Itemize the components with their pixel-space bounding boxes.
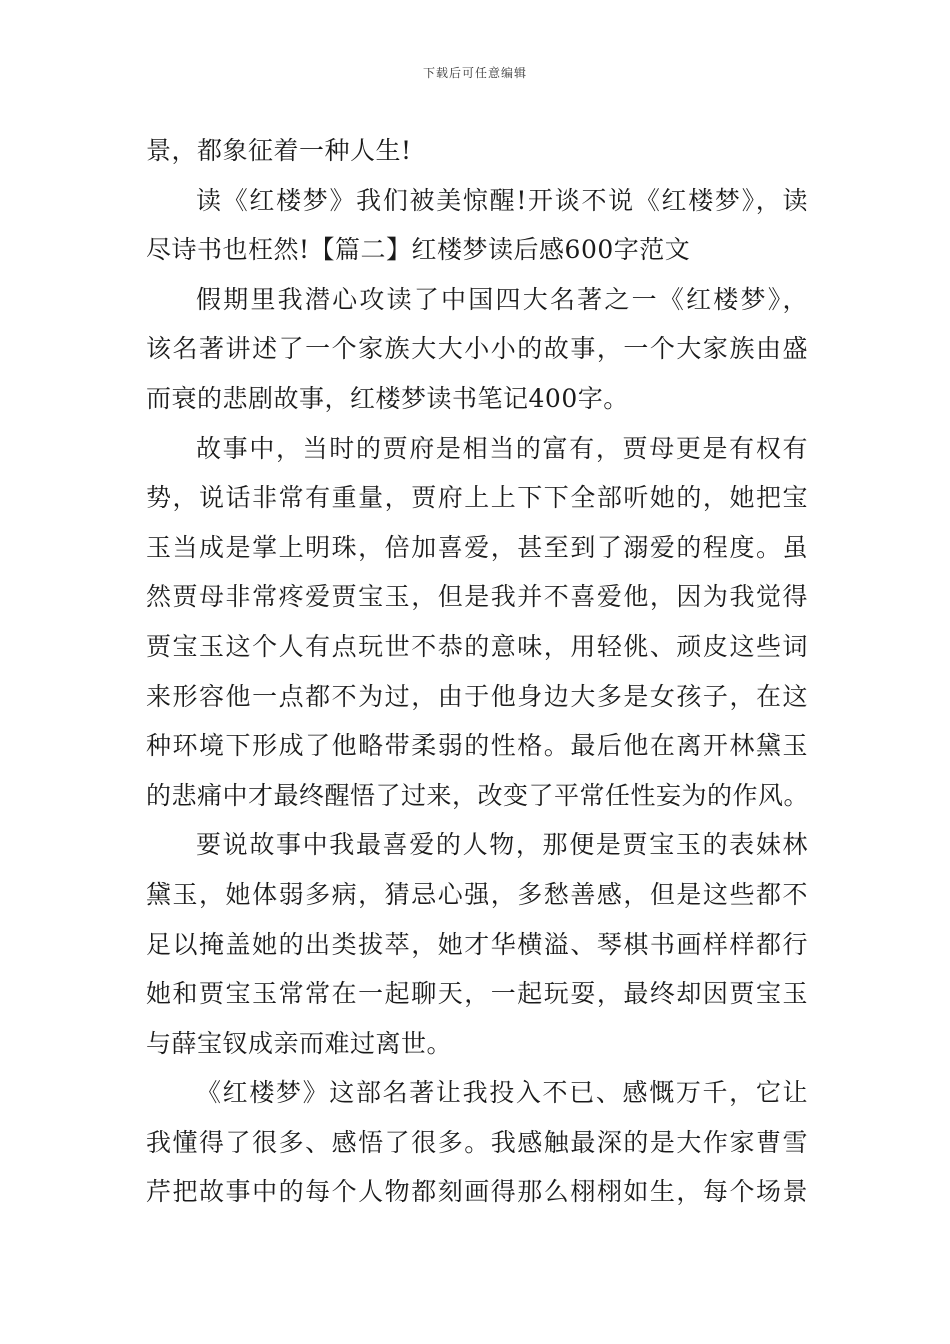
text-line: 尽诗书也枉然!【篇二】红楼梦读后感600字范文 [146, 235, 691, 265]
text-line: 来形容他一点都不为过，由于他身边大多是女孩子，在这 [146, 681, 808, 711]
text-line: 黛玉，她体弱多病，猜忌心强，多愁善感，但是这些都不 [146, 879, 808, 909]
text-line: 《红楼梦》这部名著让我投入不已、感慨万千，它让 [196, 1078, 808, 1108]
text-line: 而衰的悲剧故事，红楼梦读书笔记400字。 [146, 383, 629, 413]
text-line: 读《红楼梦》我们被美惊醒!开谈不说《红楼梦》，读 [196, 185, 808, 215]
text-line: 然贾母非常疼爱贾宝玉，但是我并不喜爱他，因为我觉得 [146, 582, 808, 612]
text-line: 故事中，当时的贾府是相当的富有，贾母更是有权有 [196, 433, 808, 463]
page-header: 下载后可任意编辑 [422, 66, 527, 80]
text-line: 玉当成是掌上明珠，倍加喜爱，甚至到了溺爱的程度。虽 [146, 532, 808, 562]
text-line: 芹把故事中的每个人物都刻画得那么栩栩如生，每个场景 [146, 1177, 808, 1207]
text-line: 假期里我潜心攻读了中国四大名著之一《红楼梦》， [196, 284, 808, 314]
text-line: 贾宝玉这个人有点玩世不恭的意味，用轻佻、顽皮这些词 [146, 631, 808, 661]
text-line: 与薛宝钗成亲而难过离世。 [146, 1028, 453, 1058]
text-line: 我懂得了很多、感悟了很多。我感触最深的是大作家曹雪 [146, 1127, 808, 1157]
text-line: 足以掩盖她的出类拔萃，她才华横溢、琴棋书画样样都行 [146, 929, 808, 959]
text-line: 该名著讲述了一个家族大大小小的故事，一个大家族由盛 [146, 334, 808, 364]
text-line: 景，都象征着一种人生! [146, 136, 412, 165]
text-line: 种环境下形成了他略带柔弱的性格。最后他在离开林黛玉 [146, 731, 808, 761]
text-line: 势，说话非常有重量，贾府上上下下全部听她的，她把宝 [146, 483, 808, 513]
document-body [146, 126, 808, 1217]
text-line: 要说故事中我最喜爱的人物，那便是贾宝玉的表妹林 [196, 830, 808, 860]
text-line: 她和贾宝玉常常在一起聊天，一起玩耍，最终却因贾宝玉 [146, 979, 808, 1009]
text-line: 的悲痛中才最终醒悟了过来，改变了平常任性妄为的作风。 [146, 780, 810, 810]
